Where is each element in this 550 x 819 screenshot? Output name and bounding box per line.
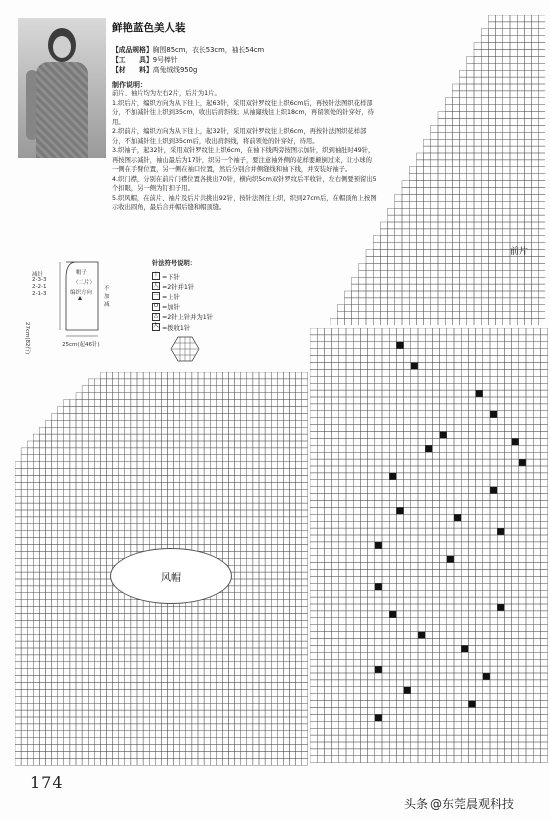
legend-label: =2针上针并为1针 (162, 314, 214, 322)
legend-label: =拨收1针 (162, 324, 191, 332)
spec-size (112, 44, 264, 54)
legend-label: =下针 (162, 273, 180, 281)
legend-row (152, 291, 272, 301)
spec-tools (112, 54, 178, 64)
legend-label: =上针 (162, 293, 180, 301)
spec-value: 胸围85cm，衣长53cm，袖长54cm (152, 46, 265, 54)
schematic-direction: 编织方向 (70, 290, 93, 296)
spec-value: 9号棒针 (152, 56, 178, 64)
schematic-corner-note: 2-3-3 (32, 277, 47, 283)
schematic-part-sub: （二片） (73, 280, 96, 286)
spec-key: 【工 具】 (112, 56, 153, 64)
legend-symbol: △ (153, 313, 159, 320)
instruction-paragraph: 5.织风帽，在前片、袖片及后片共挑出92针，按针法图往上织，织到27cm后，在帽顶角上按图示收出圆角，最后合并帽后缝和帽顶缝。 (112, 194, 377, 211)
legend-row (152, 302, 272, 312)
photo-face (53, 36, 71, 58)
instruction-paragraph: 1.织后片，编织方向为从下往上，起63针，采用双针罗纹往上织6cm后，再按针法图织花样部分，不加减针往上织到35cm，收出后肩斜线；从袖窿线往上织18cm，再留领处的针穿好，待用。 (112, 99, 374, 126)
instruction-paragraph: 2.织前片，编织方向为从下往上，起32针，采用双针罗纹往上织6cm，再按针法图织花样部分，不加减针往上织到35cm后，收出肩斜线，将前领处的针穿好，待用。 (112, 128, 367, 145)
watermark-prefix: 头条 (404, 797, 429, 811)
legend-label: =加针 (162, 304, 180, 312)
legend-label: =2针并1针 (162, 283, 195, 291)
schematic-left-note: 27cm(82行) (24, 322, 30, 355)
instruction-paragraph: 3.织袖子，起32针，采用双针罗纹往上织6cm，在袖下线两旁按图示加针，织到袖肚时49针，再按图示减针，袖山最后为17针，织另一个袖子，要注意袖外侧的花样要颠倒过来，让小球的一侧在手臂位置，另一侧在袖口位置，然后分别合并侧缝线和袖下线，并安装好袖子。 (112, 147, 375, 173)
watermark-handle: @东莞晨观科技 (430, 797, 515, 811)
hood-chart-label: 风帽 (161, 572, 181, 584)
watermark (404, 795, 514, 812)
instruction-paragraph: 前片、袖片均为左右2片，后片为1片。 (112, 90, 221, 97)
schematic-bottom-note: 25cm(起46针) (62, 342, 100, 348)
stitch-legend (152, 258, 272, 364)
legend-symbol: O (153, 302, 159, 309)
spec-value: 高兔绒线950g (152, 66, 198, 74)
spec-key: 【成品规格】 (112, 46, 153, 54)
page-number: 174 (30, 773, 64, 792)
spec-material (112, 64, 197, 74)
legend-symbol: 入 (153, 323, 159, 330)
model-photo (18, 18, 106, 158)
legend-symbol: 一 (153, 292, 159, 299)
instruction-paragraph: 4.织门襟，分别在前片门襟位置各挑出70针，横向织5cm双针罗纹后平收针，左右侧要预留出5个扣眼，另一侧为钉扣子用。 (112, 175, 377, 192)
legend-symbol: 丨 (153, 272, 159, 279)
front-chart-label: 前片 (510, 247, 529, 257)
schematic-part-label: 帽子 (76, 270, 88, 276)
legend-row (152, 312, 272, 322)
front-panel-chart (310, 328, 548, 768)
photo-sweater (36, 62, 88, 158)
bobble-motif-icon (170, 336, 200, 362)
page-title: 鲜艳蓝色美人装 (112, 22, 186, 34)
spec-key: 【材 料】 (112, 66, 153, 74)
hood-schematic (18, 258, 138, 355)
legend-row (152, 271, 272, 281)
front-neckline-chart (330, 15, 545, 325)
schematic-corner-note: 2-1-3 (32, 291, 47, 297)
schematic-corner-note: 减针 (32, 272, 44, 278)
schematic-corner-note: 2-2-1 (32, 284, 47, 290)
schematic-side-note: 不加减 (104, 286, 110, 308)
legend-row (152, 281, 272, 291)
instructions-title: 制作说明： (112, 81, 147, 89)
hood-chart-label-oval (110, 548, 232, 604)
legend-title: 针法符号说明： (152, 260, 197, 267)
legend-row (152, 322, 272, 332)
legend-symbol: 人 (153, 282, 159, 289)
